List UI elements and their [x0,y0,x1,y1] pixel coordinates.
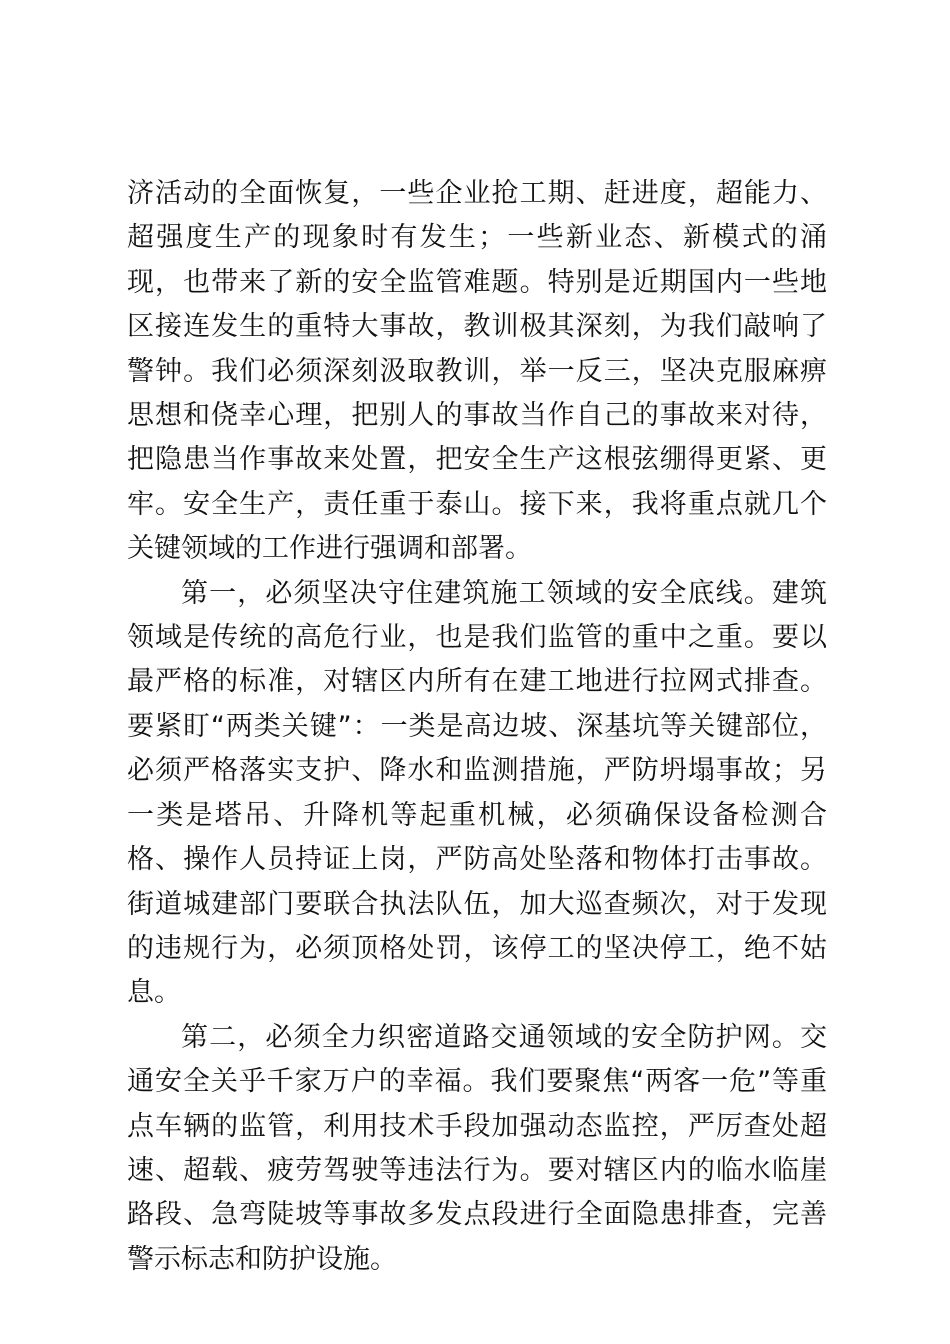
body-text [127,172,827,1282]
paragraph-continuation: 济活动的全面恢复，一些企业抢工期、赶进度，超能力、超强度生产的现象时有发生；一些新业态、新模式的涌现，也带来了新的安全监管难题。特别是近期国内一些地区接连发生的重特大事故，教训极其深刻，为我们敲响了警钟。我们必须深刻汲取教训，举一反三，坚决克服麻痹思想和侥幸心理，把别人的事故当作自己的事故来对待，把隐患当作事故来处置，把安全生产这根弦绷得更紧、更牢。安全生产，责任重于泰山。接下来，我将重点就几个关键领域的工作进行强调和部署。 [127,178,827,565]
paragraph-traffic-safety: 第二，必须全力织密道路交通领域的安全防护网。交通安全关乎千家万户的幸福。我们要聚焦“两客一危”等重点车辆的监管，利用技术手段加强动态监控，严厉查处超速、超载、疲劳驾驶等违法行为。要对辖区内的临水临崖路段、急弯陡坡等事故多发点段进行全面隐患排查，完善警示标志和防护设施。 [127,1021,827,1275]
paragraph-construction-safety: 第一，必须坚决守住建筑施工领域的安全底线。建筑领域是传统的高危行业，也是我们监管的重中之重。要以最严格的标准，对辖区内所有在建工地进行拉网式排查。要紧盯“两类关键”：一类是高边坡、深基坑等关键部位，必须严格落实支护、降水和监测措施，严防坍塌事故；另一类是塔吊、升降机等起重机械，必须确保设备检测合格、操作人员持证上岗，严防高处坠落和物体打击事故。街道城建部门要联合执法队伍，加大巡查频次，对于发现的违规行为，必须顶格处罚，该停工的坚决停工，绝不姑息。 [127,577,827,1009]
